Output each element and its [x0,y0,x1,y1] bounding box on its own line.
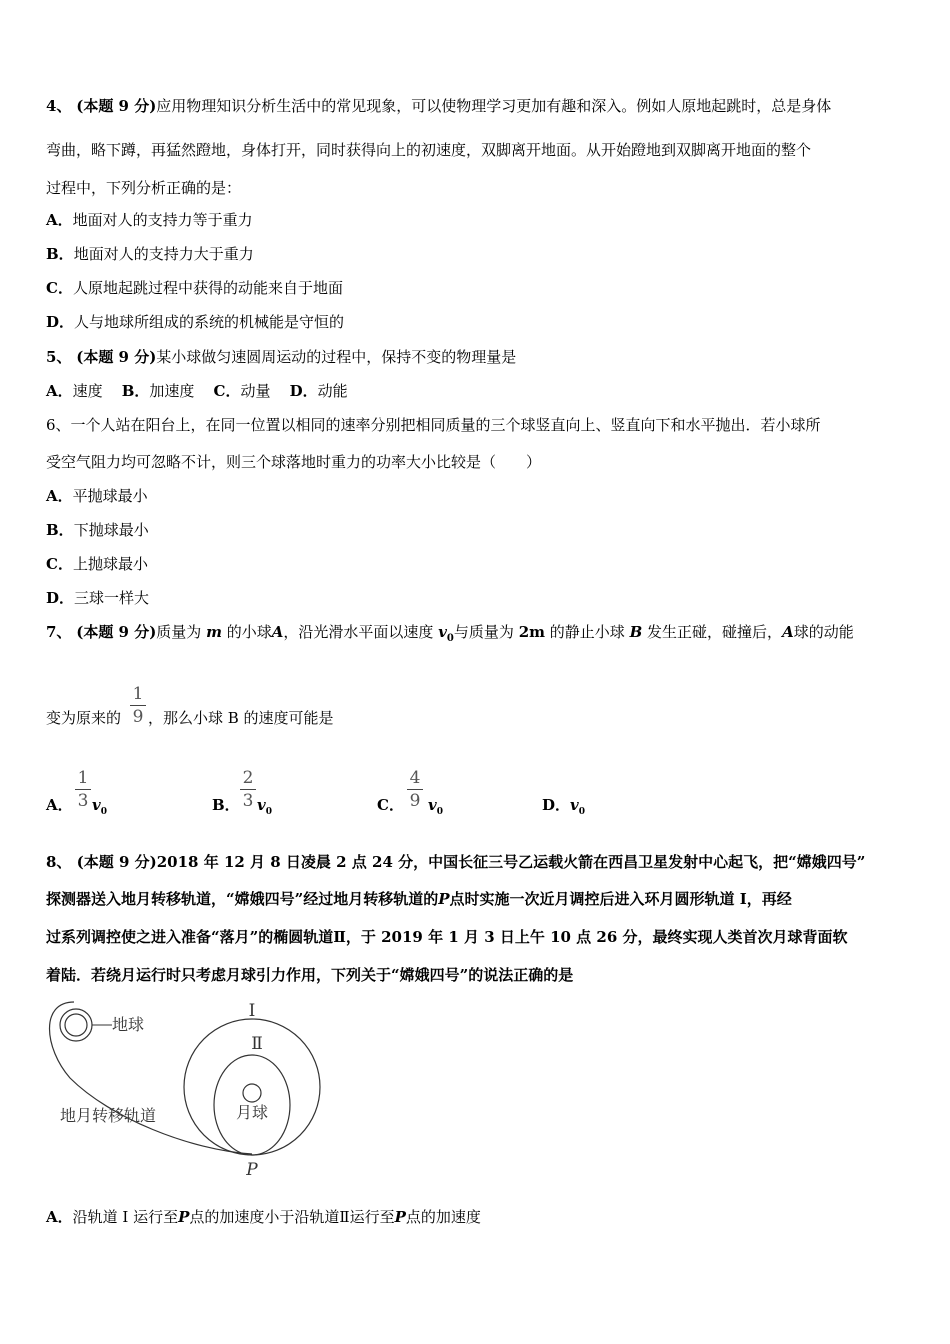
option-text: 人与地球所组成的系统的机械能是守恒的 [74,313,345,331]
option-key: D． [46,313,75,331]
fraction-denominator: 3 [77,791,89,811]
q7-option-b-var: $v_0$ [257,796,272,817]
q7-option-a-fraction [75,768,91,811]
transfer-orbit-path [50,1002,253,1154]
q5-number: 5、 [46,348,72,366]
fraction-numerator: 1 [132,684,144,704]
q4-number: 4、 [46,97,72,115]
q7-option-c-var: $v_0$ [428,796,443,817]
option-text: 地面对人的支持力等于重力 [72,211,253,229]
q7-option-c-key: C． [377,796,404,814]
fraction-denominator: 9 [132,707,144,727]
q7-var-v0: $v_0$ [438,623,454,644]
q7-var-b: B [629,623,643,641]
earth-inner-circle [65,1014,87,1036]
fraction-bar [130,705,146,706]
q4-option-d [46,312,344,332]
q7-option-d-key: D． [542,796,571,814]
option-text: 点的加速度小于沿轨道Ⅱ运行至 [189,1208,395,1226]
q7-text: 发生正碰，碰撞后， [647,623,783,641]
option-key: B． [46,245,74,263]
q4-stem-line3: 过程中，下列分析正确的是： [46,179,242,197]
q6-option-d [46,588,149,608]
option-text: 下抛球最小 [73,521,149,539]
q7-stem-line2-pre: 变为原来的 [46,709,122,727]
q8-option-a-var-p: P [394,1208,406,1226]
option-key: A． [46,211,73,229]
q7-var-2m: 2m [518,623,545,641]
fraction-bar [240,789,256,790]
q7-var-a2: A [782,623,794,641]
option-key: D． [46,589,75,607]
q7-stem-line1 [46,622,854,649]
option-key: A． [46,1208,73,1226]
fraction-bar [75,789,91,790]
q8-stem-line2 [46,889,792,909]
q7-var-m: m [206,623,222,641]
q6-option-b [46,520,149,540]
q7-text: 球的动能 [793,623,854,641]
q8-stem-line1 [46,852,865,872]
q4-option-c [46,278,343,298]
fraction-numerator: 1 [77,768,89,788]
q4-stem-line2: 弯曲，略下蹲，再猛然蹬地，身体打开，同时获得向上的初速度，双脚离开地面。从开始蹬地到双脚离开地面的整个 [46,141,812,159]
q7-option-d-var: $v_0$ [570,796,585,817]
q8-stem-text2b: 点时实施一次近月调控后进入环月圆形轨道 I，再经 [449,890,792,908]
q8-stem-text1: 2018 年 12 月 8 日凌晨 2 点 24 分，中国长征三号乙运载火箭在西昌卫星发射中心起飞，把“嫦娥四号” [156,853,866,871]
q7-tag: (本题 9 分) [76,623,157,641]
q4-stem-line1 [46,96,831,116]
q7-option-c-fraction [407,768,423,811]
option-text: 地面对人的支持力大于重力 [73,245,254,263]
q7-text: ，沿光滑水平面以速度 [283,623,434,641]
orbit-2-label: Ⅱ [251,1034,263,1054]
q5-options [46,381,348,401]
q7-text: 的静止小球 [549,623,625,641]
q4-stem-text1: 应用物理知识分析生活中的常见现象，可以使物理学习更加有趣和深入。例如人原地起跳时，总是身体 [156,97,832,115]
fraction-denominator: 9 [409,791,421,811]
q8-option-a-var-p: P [178,1208,190,1226]
q8-stem-line3: 过系列调控使之进入准备“落月”的椭圆轨道Ⅱ，于 2019 年 1 月 3 日上午 10 点 26 分，最终实现人类首次月球背面软 [46,928,848,946]
option-text: 加速度 [149,382,195,400]
transfer-orbit-label: 地月转移轨道 [60,1106,157,1125]
option-text: 三球一样大 [74,589,150,607]
q7-option-a-key: A． [46,796,73,814]
option-key: B． [121,382,150,400]
q8-number: 8、 [46,853,72,871]
q8-var-p: P [438,890,450,908]
option-text: 上抛球最小 [72,555,148,573]
point-p-label: P [246,1160,258,1180]
fraction-denominator: 3 [242,791,254,811]
fraction-numerator: 2 [242,768,254,788]
option-text: 动能 [317,382,348,400]
option-key: C． [46,555,73,573]
q8-option-a [46,1207,481,1227]
option-text: 沿轨道 I 运行至 [72,1208,179,1226]
option-text: 点的加速度 [405,1208,481,1226]
q4-option-a [46,210,253,230]
q7-text: 质量为 [156,623,202,641]
q7-option-b-fraction [240,768,256,811]
moon-circle [243,1084,261,1102]
q6-stem-text1: 一个人站在阳台上，在同一位置以相同的速率分别把相同质量的三个球竖直向上、竖直向下和水平抛出．若小球所 [70,416,821,434]
q6-option-c [46,554,148,574]
q4-option-b [46,244,254,264]
orbit-1-label: I [248,1001,256,1021]
q6-stem-line1 [46,415,821,435]
q5-tag: (本题 9 分) [76,348,157,366]
option-key: A． [46,382,73,400]
q7-text: 的小球 [226,623,272,641]
option-key: B． [46,521,74,539]
q7-stem-line2-post: ，那么小球 B 的速度可能是 [148,709,334,727]
option-key: C． [46,279,73,297]
q7-var-a: A [271,623,284,641]
q5-stem [46,347,516,367]
moon-label: 月球 [235,1103,269,1122]
option-text: 平抛球最小 [72,487,148,505]
option-text: 动量 [240,382,271,400]
option-text: 人原地起跳过程中获得的动能来自于地面 [72,279,343,297]
q4-tag: (本题 9 分) [76,97,157,115]
q7-option-a-var: $v_0$ [92,796,107,817]
q7-option-b-key: B． [212,796,240,814]
q5-stem-text: 某小球做匀速圆周运动的过程中，保持不变的物理量是 [156,348,517,366]
option-key: A． [46,487,73,505]
q7-fraction [130,684,146,727]
option-key: D． [289,382,318,400]
q6-number: 6、 [46,416,71,434]
fraction-numerator: 4 [409,768,421,788]
q6-option-a [46,486,148,506]
q6-stem-line2: 受空气阻力均可忽略不计，则三个球落地时重力的功率大小比较是（ ） [46,453,542,471]
q7-text: 与质量为 [453,623,514,641]
q8-tag: (本题 9 分) [76,853,157,871]
q8-stem-line4: 着陆．若绕月运行时只考虑月球引力作用，下列关于“嫦娥四号”的说法正确的是 [46,966,574,984]
q8-stem-text2a: 探测器送入地月转移轨道，“嫦娥四号”经过地月转移轨道的 [46,890,439,908]
option-text: 速度 [72,382,103,400]
earth-label: 地球 [112,1015,145,1034]
q7-number: 7、 [46,623,72,641]
orbit-figure [40,998,340,1183]
option-key: C． [213,382,241,400]
fraction-bar [407,789,423,790]
